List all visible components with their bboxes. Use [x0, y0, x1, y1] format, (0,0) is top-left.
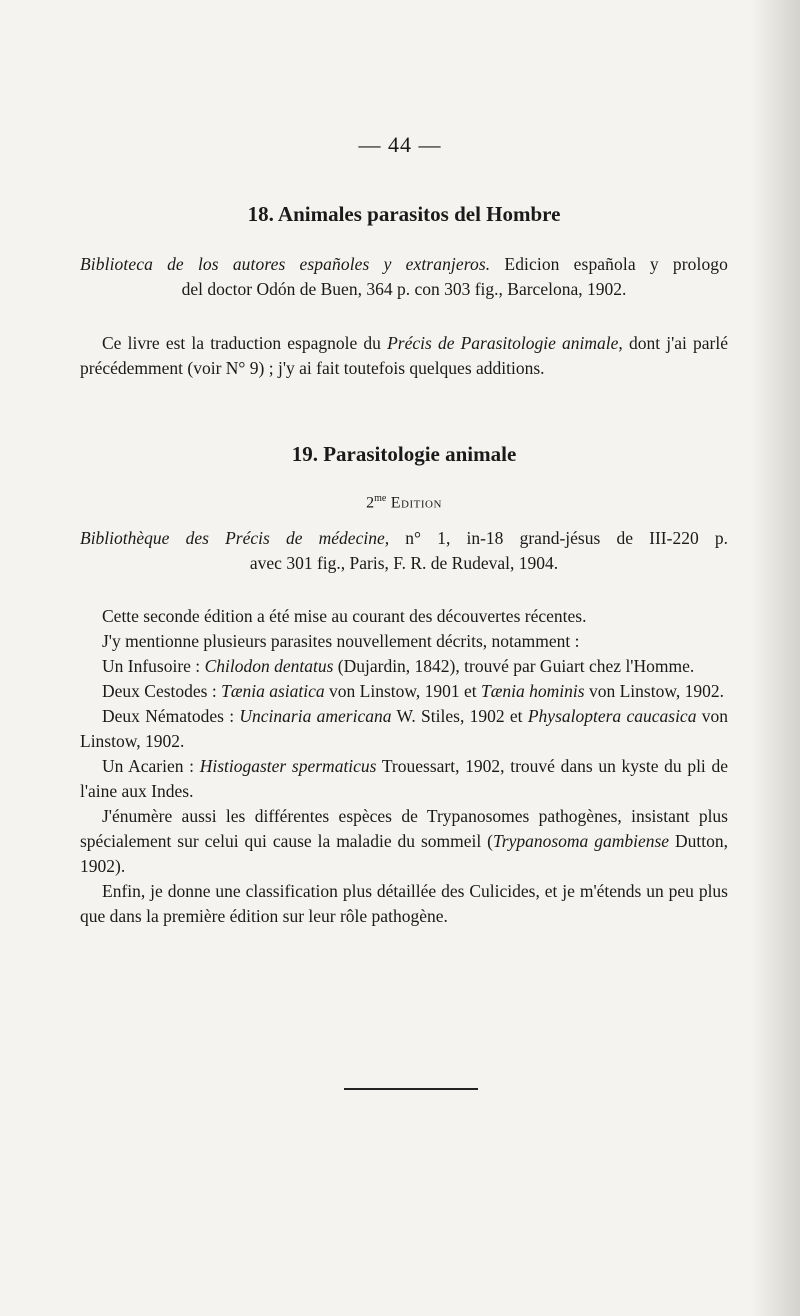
section-19-body	[80, 604, 728, 929]
cestode-species-2: Tænia hominis	[481, 681, 585, 701]
page-edge-shadow	[752, 0, 800, 1316]
page-number: — 44 —	[358, 132, 442, 157]
paragraph-1: Cette seconde édition a été mise au courant des découvertes récentes.	[102, 606, 587, 626]
section-19-edition	[80, 486, 728, 515]
paragraph-culicides: Enfin, je donne une classification plus détaillée des Culicides, et je m'étends un peu plus que dans la première édition sur leur rôle pathogène.	[80, 881, 728, 926]
closing-rule	[344, 1088, 478, 1090]
trypanosoma-species: Trypanosoma gambiense	[493, 831, 670, 851]
section-18-reference	[80, 252, 728, 302]
nematode-species-2: Physaloptera caucasica	[527, 706, 697, 726]
section-19-ref-line2: avec 301 fig., Paris, F. R. de Rudeval, 1904.	[249, 553, 559, 573]
paragraph-cestodes	[80, 679, 728, 704]
acarien-species: Histiogaster spermaticus	[199, 756, 377, 776]
section-18-body-2: dont j'ai parlé précédemment (voir N° 9) ; j'y ai fait toutefois quelques additions.	[80, 333, 728, 378]
infusoire-label: Un Infusoire :	[102, 656, 205, 676]
paragraph-acarien	[80, 754, 728, 804]
section-19-ref-title: Bibliothèque des Précis de médecine,	[80, 528, 390, 548]
acarien-rest: Trouessart, 1902, trouvé dans un kyste du pli de l'aine aux Indes.	[80, 756, 728, 801]
cestodes-mid: von Linstow, 1901 et	[324, 681, 482, 701]
nematode-species-1: Uncinaria americana	[239, 706, 392, 726]
trypanosomes-rest: Dutton, 1902).	[80, 831, 728, 876]
nematodes-label: Deux Nématodes :	[102, 706, 240, 726]
acarien-label: Un Acarien :	[102, 756, 200, 776]
section-18-body-1: Ce livre est la traduction espagnole du	[102, 333, 388, 353]
section-19-reference	[80, 526, 728, 576]
section-18-ref-line2: del doctor Odón de Buen, 364 p. con 303 fig., Barcelona, 1902.	[181, 279, 627, 299]
paragraph-infusoire	[80, 654, 728, 679]
section-18-ref-title: Biblioteca de los autores españoles y extranjeros.	[80, 254, 491, 274]
edition-number: 2	[366, 494, 375, 512]
edition-superscript: me	[374, 493, 387, 504]
section-18-body-italic: Précis de Parasitologie animale,	[387, 333, 623, 353]
edition-label: Edition	[386, 494, 442, 512]
cestode-species-1: Tænia asiatica	[221, 681, 325, 701]
section-18-heading: 18. Animales parasitos del Hombre	[247, 202, 561, 226]
section-18	[80, 200, 728, 228]
cestodes-rest: von Linstow, 1902.	[584, 681, 724, 701]
paragraph-2: J'y mentionne plusieurs parasites nouvellement décrits, notamment :	[102, 631, 580, 651]
paragraph-nematodes	[80, 704, 728, 754]
paragraph-trypanosomes	[80, 804, 728, 879]
section-19-ref-rest: n° 1, in-18 grand-jésus de III-220 p.	[389, 528, 728, 548]
section-19	[80, 440, 728, 468]
nematodes-rest: von Linstow, 1902.	[80, 706, 729, 751]
nematodes-mid: W. Stiles, 1902 et	[391, 706, 528, 726]
section-18-body	[80, 331, 728, 381]
section-18-ref-rest: Edicion española y prologo	[490, 254, 729, 274]
trypanosomes-text: J'énumère aussi les différentes espèces de Trypanosomes pathogènes, insistant plus spécialement sur celui qui cause la maladie du sommeil (	[80, 806, 728, 851]
section-19-heading: 19. Parasitologie animale	[291, 442, 517, 466]
cestodes-label: Deux Cestodes :	[102, 681, 222, 701]
infusoire-rest: (Dujardin, 1842), trouvé par Guiart chez l'Homme.	[333, 656, 695, 676]
infusoire-species: Chilodon dentatus	[204, 656, 334, 676]
